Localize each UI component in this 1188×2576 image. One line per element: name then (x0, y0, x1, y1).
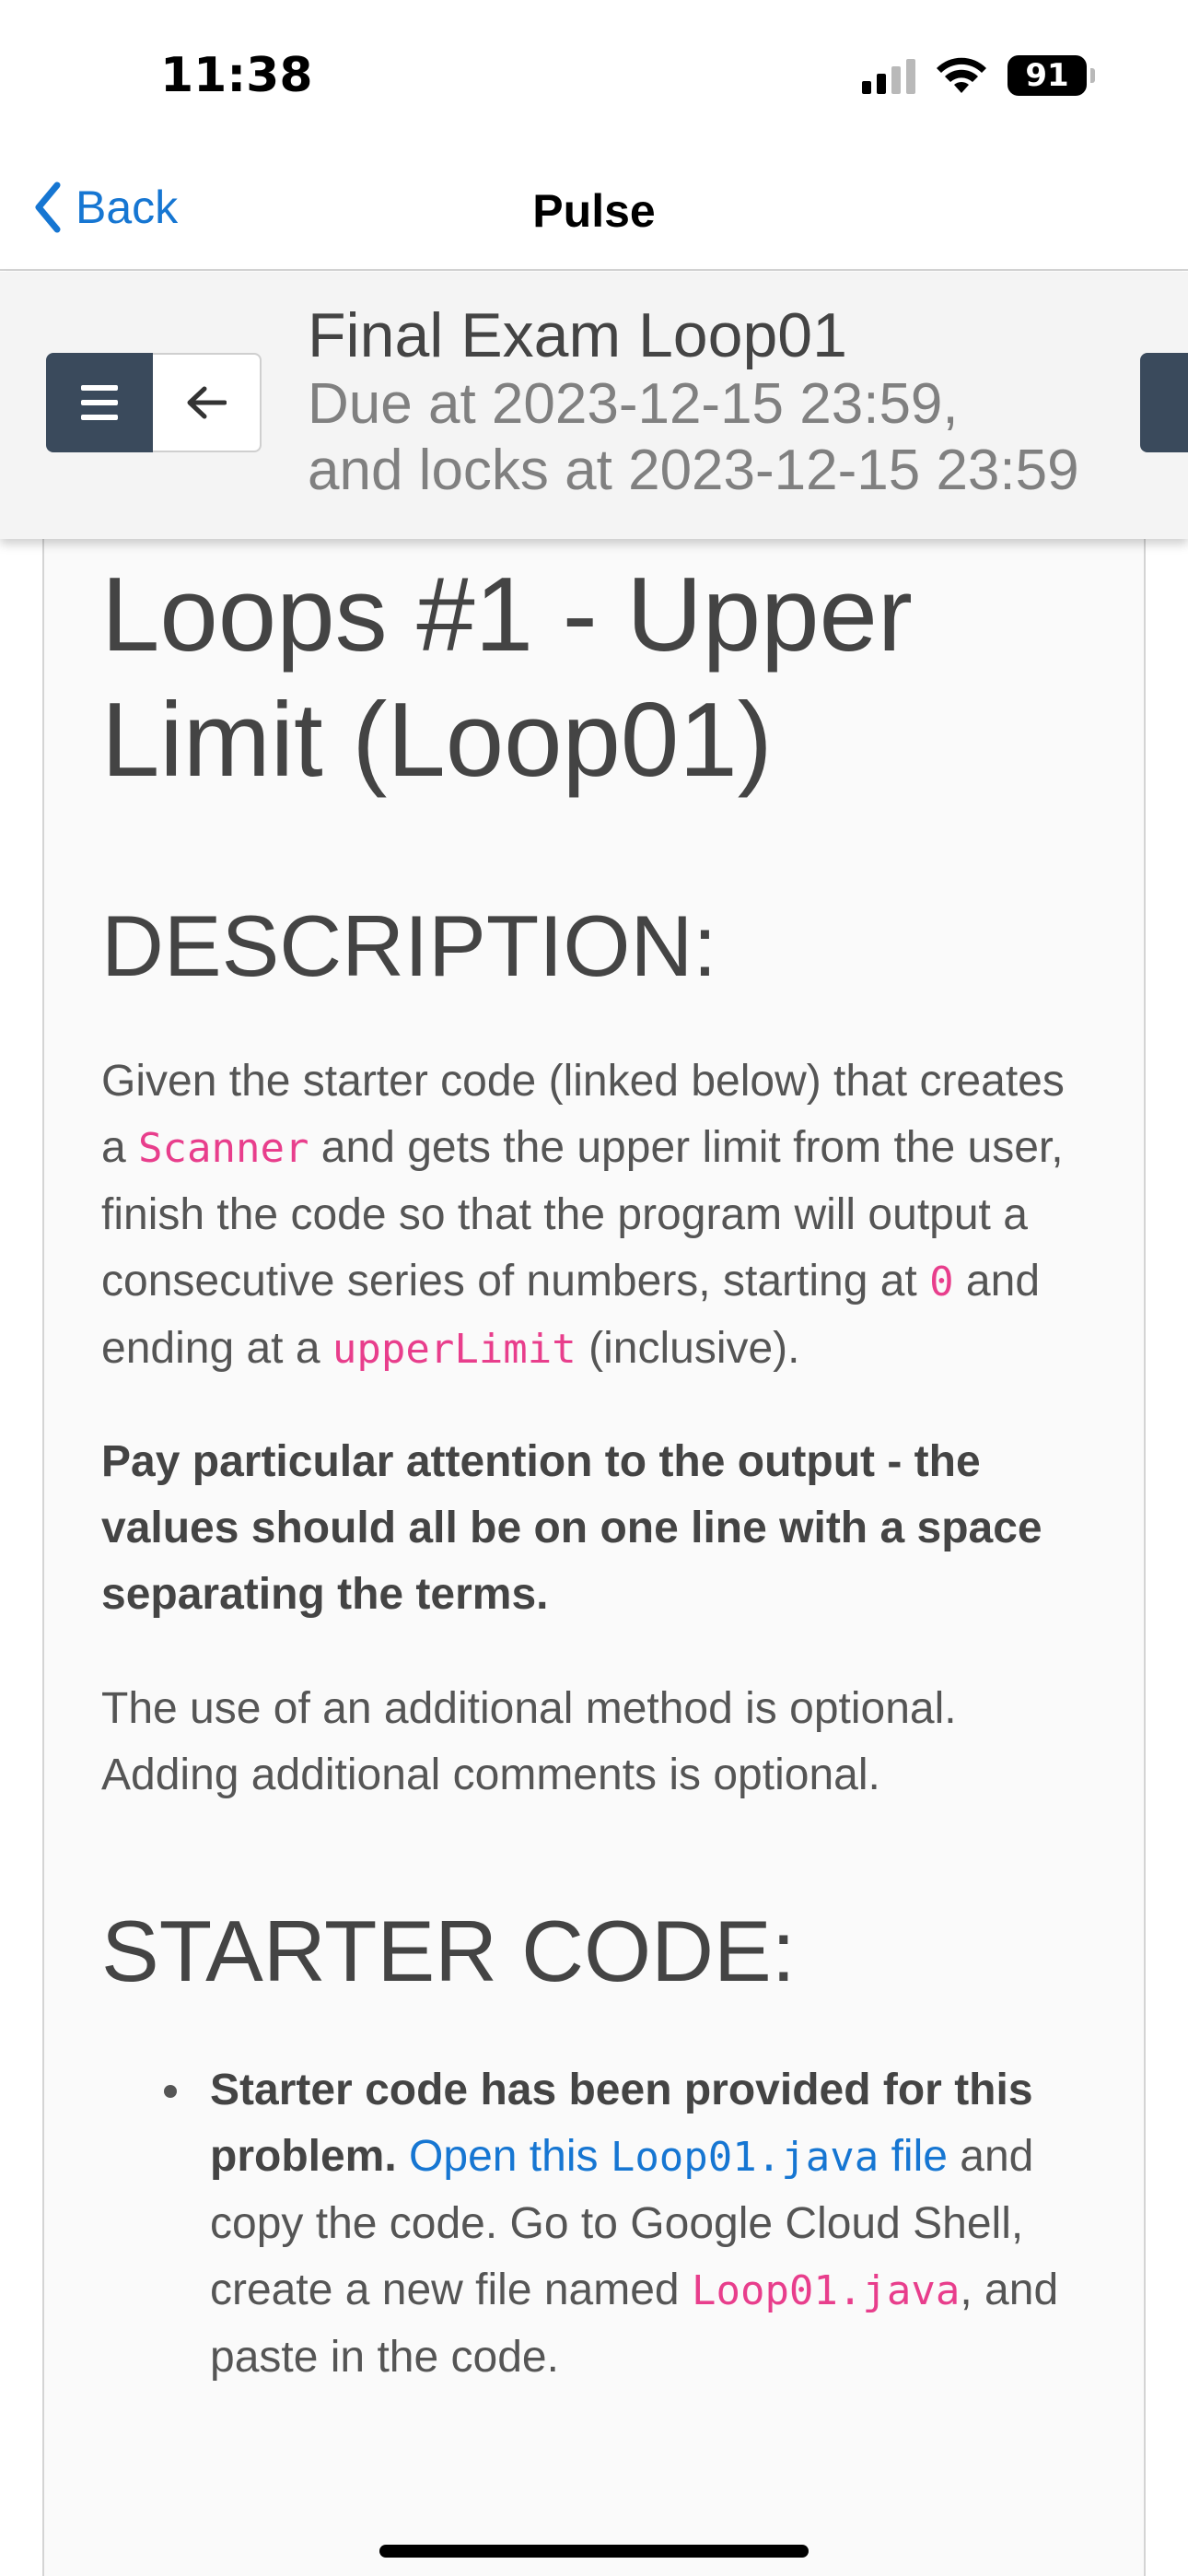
output-note: Pay particular attention to the output - the values should all be on one line with a space separating the terms. (101, 1437, 1042, 1619)
previous-button[interactable] (153, 353, 262, 452)
list-item: Starter code has been provided for this problem. Open this Loop01.java file and copy the code. Go to Google Cloud Shell, create a new file named Loop01.java, and paste in the code. (210, 2057, 1096, 2391)
assignment-title: Final Exam Loop01 (308, 300, 847, 370)
hamburger-icon (81, 385, 118, 391)
inline-code-scanner: Scanner (138, 1125, 309, 1172)
description-paragraph: Given the starter code (linked below) that creates a Scanner and gets the upper limit from the user, finish the code so that the program will output a consecutive series of numbers, starting at 0 and ending at a upperLimit (inclusive). (101, 1057, 1065, 1373)
inline-code-upperlimit: upperLimit (332, 1326, 577, 1373)
problem-title-line-2: Limit (Loop01) (101, 682, 773, 799)
status-time: 11:38 (160, 48, 313, 103)
status-bar (0, 0, 1188, 157)
due-date: Due at 2023-12-15 23:59, (308, 372, 959, 436)
wifi-icon (936, 56, 987, 95)
back-label: Back (76, 181, 179, 233)
home-indicator (379, 2545, 809, 2558)
signal-icon (862, 57, 915, 94)
starter-code-list (210, 2057, 1096, 2391)
inline-code-zero: 0 (929, 1259, 954, 1306)
description-heading: DESCRIPTION: (101, 897, 717, 994)
status-icons (862, 55, 1087, 96)
lock-date: and locks at 2023-12-15 23:59 (308, 439, 1079, 502)
navigation-bar (0, 157, 1188, 271)
problem-title-line-1: Loops #1 - Upper (101, 556, 913, 673)
inline-code-filename: Loop01.java (691, 2267, 961, 2314)
problem-title (101, 553, 1096, 803)
menu-button[interactable] (46, 353, 153, 452)
starter-code-heading: STARTER CODE: (101, 1903, 796, 1999)
problem-content (101, 553, 1096, 2391)
optional-note: The use of an additional method is optional. Adding additional comments is optional. (101, 1684, 957, 1799)
starter-code-link[interactable]: Open this Loop01.java file (409, 2132, 948, 2181)
problem-card (42, 516, 1146, 2576)
assignment-header (0, 272, 1188, 539)
arrow-left-icon (186, 386, 227, 419)
battery-icon: 91 (1007, 55, 1087, 96)
header-text (308, 299, 1079, 504)
header-button-group (46, 353, 262, 452)
next-button[interactable] (1140, 353, 1188, 452)
nav-title: Pulse (532, 185, 656, 237)
